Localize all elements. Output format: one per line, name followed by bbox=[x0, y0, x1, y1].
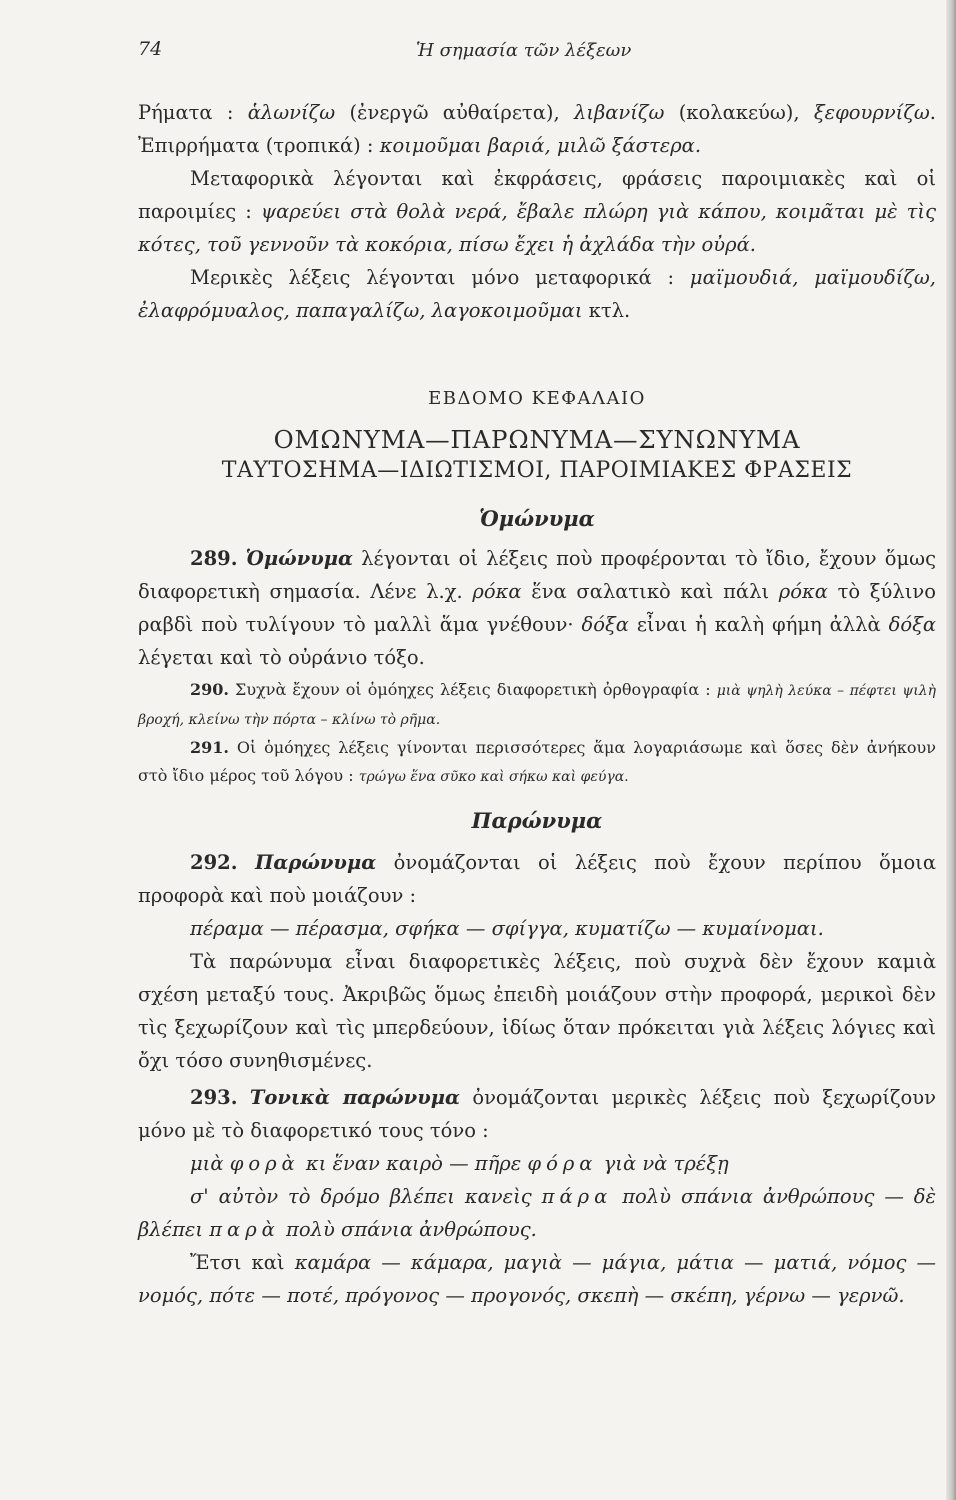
text: τὸ ξύλινο ραβδὶ ποὺ τυλίγουν τὸ μαλλὶ ἅμα γνέθουν· bbox=[138, 580, 937, 636]
chapter-label: ΕΒΔΟΜΟ ΚΕΦΑΛΑΙΟ bbox=[428, 388, 646, 409]
example-phrases: ψαρεύει στὰ θολὰ νερά, ἔβαλε πλώρη γιὰ κάπου, κοιμᾶται μὲ τὶς κότες, τοῦ γεννοῦν τὰ κοκόρια, πίσω ἔχει ἡ ἀχλάδα τὴν οὐρά. bbox=[138, 200, 936, 256]
example-word: ἁλωνίζω bbox=[247, 101, 336, 124]
term: Τονικὰ παρώνυμα bbox=[249, 1086, 461, 1109]
page-header bbox=[138, 38, 918, 68]
paragraph-number: 289. bbox=[190, 547, 238, 570]
running-title: Ἡ σημασία τῶν λέξεων bbox=[416, 40, 632, 61]
paragraph-293 bbox=[138, 1081, 936, 1147]
example-words: καμάρα — κάμαρα, μαγιὰ — μάγια, μάτια — ματιά, νόμος — νομός, πότε — ποτέ, πρόγονος — προγονός, σκεπὴ — σκέπη, γέρνω — γερνῶ. bbox=[138, 1251, 937, 1307]
text: (κολακεύω), bbox=[664, 101, 814, 124]
text: γιὰ νὰ τρέξῃ bbox=[597, 1152, 729, 1175]
paragraph-293-example-1 bbox=[138, 1147, 936, 1180]
text: Μερικὲς λέξεις λέγονται μόνο μεταφορικά : bbox=[190, 266, 690, 289]
text: κτλ. bbox=[582, 299, 631, 322]
section-title-paronyms: Παρώνυμα bbox=[471, 808, 603, 833]
text: κι ἕναν καιρὸ — πῆρε bbox=[299, 1152, 528, 1175]
text: εἶναι ἡ καλὴ φήμη ἀλλὰ bbox=[628, 613, 889, 636]
text: λέγονται οἱ λέξεις ποὺ προφέρονται τὸ ἴδιο, ἔχουν ὅμως διαφορετικὴ σημασία. Λένε λ.χ. bbox=[138, 547, 936, 603]
text: πολὺ σπάνια ἀνθρώπους. bbox=[279, 1218, 537, 1241]
text: μιὰ bbox=[190, 1152, 230, 1175]
example-word: ρόκα bbox=[778, 580, 828, 603]
chapter-title-line2: ΤΑΥΤΟΣΗΜΑ—ΙΔΙΩΤΙΣΜΟΙ, ΠΑΡΟΙΜΙΑΚΕΣ ΦΡΑΣΕΙΣ bbox=[221, 458, 853, 483]
paragraph-number: 292. bbox=[190, 851, 238, 874]
paragraph-metaphors bbox=[138, 162, 936, 261]
paragraph-292-explanation: Τὰ παρώνυμα εἶναι διαφορετικὲς λέξεις, ποὺ συχνὰ δὲν ἔχουν καμιὰ σχέση μεταξύ τους. Ἀκριβῶς ὅμως ἐπειδὴ μοιάζουν στὴν προφορά, μερικοὶ δὲν τὶς ξεχωρίζουν καὶ τὶς μπερδεύουν, ἰδίως ὅταν πρόκειται γιὰ λέξεις λόγιες καὶ ὄχι τόσο συνηθισμένες. bbox=[138, 950, 936, 1072]
example-phrases: μιὰ ψηλὴ λεύκα – πέφτει ψιλὴ βροχή, κλείνω τὴν πόρτα – κλίνω τὸ ρῆμα. bbox=[138, 683, 936, 728]
paragraph-289 bbox=[138, 542, 936, 674]
term: Ὁμώνυμα bbox=[245, 547, 354, 570]
emphasized-word: πάρα bbox=[541, 1185, 613, 1208]
term: Παρώνυμα bbox=[254, 851, 377, 874]
paragraph-290 bbox=[138, 676, 936, 734]
paragraph-293-example-2 bbox=[138, 1180, 936, 1246]
paragraph-292 bbox=[138, 846, 936, 912]
paragraph-metaphoric-words bbox=[138, 261, 936, 327]
text: ὀνομάζονται μερικὲς λέξεις ποὺ ξεχωρίζουν μόνο μὲ τὸ διαφορετικό τους τόνο : bbox=[138, 1086, 937, 1142]
text: ὀνομάζονται οἱ λέξεις ποὺ ἔχουν περίπου ὅμοια προφορὰ καὶ ποὺ μοιάζουν : bbox=[138, 851, 936, 907]
paragraph-292-example: πέραμα — πέρασμα, σφήκα — σφίγγα, κυματίζω — κυμαίνομαι. bbox=[190, 917, 824, 940]
paragraph-verbs bbox=[138, 96, 936, 162]
emphasized-word: φορὰ bbox=[229, 1152, 300, 1175]
section-title-homonyms: Ὁμώνυμα bbox=[479, 506, 595, 531]
text: λέγεται καὶ τὸ οὐράνιο τόξο. bbox=[138, 646, 425, 669]
example-phrases: τρώγω ἕνα σῦκο καὶ σήκω καὶ φεύγα. bbox=[358, 769, 629, 785]
text: Συχνὰ ἔχουν οἱ ὁμόηχες λέξεις διαφορετικὴ ὀρθογραφία : bbox=[228, 680, 717, 699]
emphasized-word: φόρα bbox=[527, 1152, 598, 1175]
example-word: ξεφουρνίζω bbox=[813, 101, 930, 124]
paragraph-291 bbox=[138, 734, 936, 791]
intro-block bbox=[138, 96, 936, 327]
example-word: κοιμοῦμαι βαριά, μιλῶ ξάστερα. bbox=[379, 134, 702, 157]
text: . Ἐπιρρήματα (τροπικά) : bbox=[138, 101, 936, 157]
text: Ἔτσι καὶ bbox=[190, 1251, 295, 1274]
text: ἕνα σαλατικὸ καὶ πάλι bbox=[521, 580, 779, 603]
paragraph-293-more-examples bbox=[138, 1246, 936, 1312]
page-edge-shadow bbox=[946, 0, 956, 1500]
emphasized-word: παρὰ bbox=[209, 1218, 280, 1241]
homonyms-block bbox=[138, 542, 936, 791]
paragraph-number: 291. bbox=[190, 738, 229, 757]
paragraph-number: 293. bbox=[190, 1086, 238, 1109]
text: Ρήματα : bbox=[138, 101, 248, 124]
example-words: μαϊμουδιά, μαϊμουδίζω, ἐλαφρόμυαλος, παπαγαλίζω, λαγοκοιμοῦμαι bbox=[138, 266, 937, 322]
example-word: δόξα bbox=[888, 613, 936, 636]
example-word: ρόκα bbox=[472, 580, 522, 603]
text: πολὺ σπάνια ἀνθρώπους — δὲ βλέπει bbox=[138, 1185, 937, 1241]
text: (ἐνεργῶ αὐθαίρετα), bbox=[335, 101, 574, 124]
text: σ' αὐτὸν τὸ δρόμο βλέπει κανεὶς bbox=[190, 1185, 542, 1208]
paronyms-block bbox=[138, 846, 936, 1312]
page-number: 74 bbox=[138, 38, 163, 60]
text: Οἱ ὁμόηχες λέξεις γίνονται περισσότερες ἅμα λογαριάσωμε καὶ ὅσες δὲν ἀνήκουν στὸ ἴδιο μέρος τοῦ λόγου : bbox=[138, 738, 936, 785]
example-word: δόξα bbox=[581, 613, 629, 636]
chapter-title-line1: ΟΜΩΝΥΜΑ—ΠΑΡΩΝΥΜΑ—ΣΥΝΩΝΥΜΑ bbox=[273, 425, 801, 454]
paragraph-number: 290. bbox=[190, 680, 229, 699]
text: Μεταφορικὰ λέγονται καὶ ἐκφράσεις, φράσεις παροιμιακὲς καὶ οἱ παροιμίες : bbox=[138, 167, 936, 223]
example-word: λιβανίζω bbox=[573, 101, 665, 124]
